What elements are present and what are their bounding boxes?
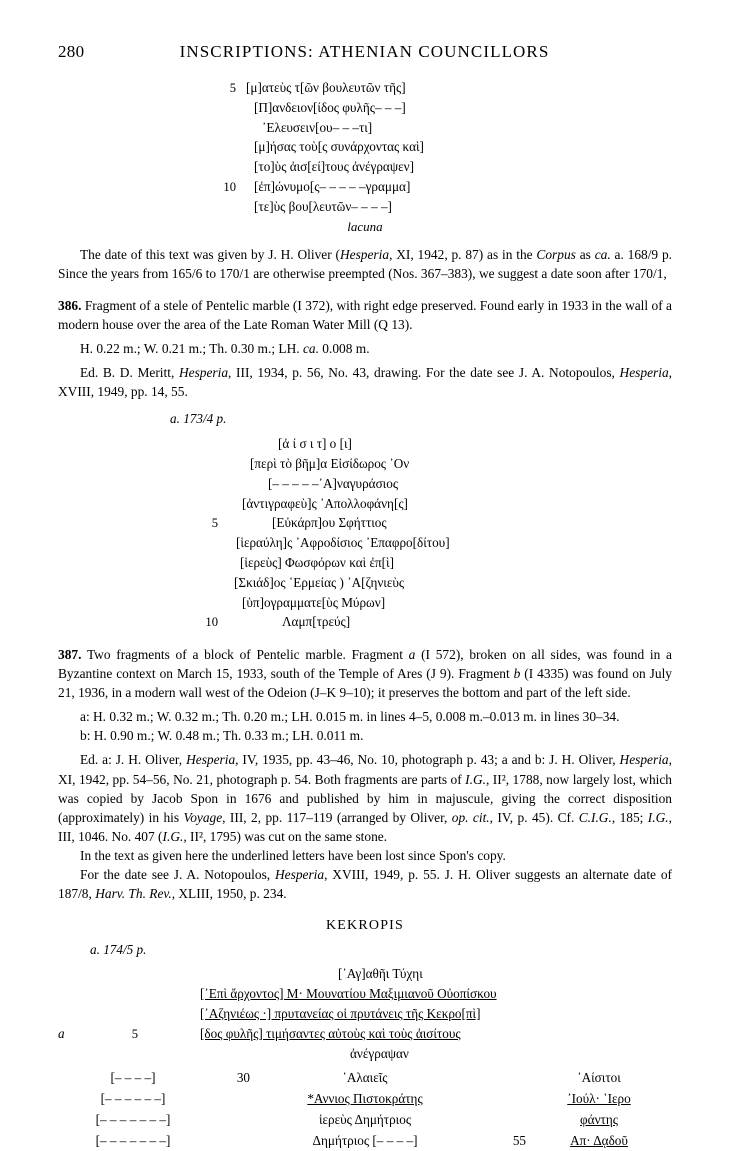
greek-line bbox=[58, 513, 672, 533]
line-number: 5 bbox=[211, 516, 218, 531]
entry-387-note-1: In the text as given here the underlined letters have been lost since Spon's copy. bbox=[80, 847, 506, 863]
line-text: [δος φυλῆς] τιμήσαντες αὐτοὺς καὶ τοὺς ἀισίτους bbox=[200, 1025, 461, 1041]
line-text: [᾽Επὶ ἄρχοντος] Μ· Μουνατίου Μαξιμιανοῦ Οὐοπίσκου bbox=[200, 986, 497, 1002]
greek-line bbox=[58, 118, 672, 138]
page-body bbox=[58, 78, 672, 1151]
cell-middle: Δημήτριος [– – – –] bbox=[312, 1132, 418, 1148]
entry-386-edition: Ed. B. D. Meritt, Hesperia, III, 1934, p. 56, No. 43, drawing. For the date see J. A. Notopoulos, Hesperia, XVIII, 1949, pp. 14, 55. bbox=[58, 365, 672, 400]
commentary-385: The date of this text was given by J. H. Oliver (Hesperia, XI, 1942, p. 87) as in the Corpus as ca. a. 168/9 p. Since the years from 165/6 to 170/1 are otherwise preempted (Nos. 367–383), we suggest a date soon after 170/1, bbox=[58, 247, 672, 282]
fragment-marker-a: a bbox=[58, 1025, 65, 1041]
line-text: [ὑπ]ογραμματε[ὺς Μύρων] bbox=[242, 594, 386, 610]
cell-line-number bbox=[208, 1089, 250, 1110]
greek-line bbox=[58, 1044, 672, 1064]
cell-middle: ῾Αλαιεῖς bbox=[342, 1070, 388, 1086]
entry-386-date: a. 173/4 p. bbox=[170, 411, 227, 427]
greek-line bbox=[58, 573, 672, 593]
line-text: [ἱεραύλη]ς ᾽Αφροδίσιος ᾽Επαφρο[δίτου] bbox=[236, 535, 450, 551]
line-text: [μ]ήσας τοὺ[ς συνάρχοντας καὶ] bbox=[254, 139, 424, 155]
cell-right: ᾽Ιούλ· ῾Ιερο bbox=[567, 1091, 631, 1107]
entry-387-measurements-b: b: H. 0.90 m.; W. 0.48 m.; Th. 0.33 m.; LH. 0.011 m. bbox=[80, 728, 364, 744]
greek-line bbox=[58, 137, 672, 157]
line-number: 10 bbox=[223, 180, 236, 195]
entry-386-measurements: H. 0.22 m.; W. 0.21 m.; Th. 0.30 m.; LH. ca. 0.008 m. bbox=[80, 341, 370, 357]
line-text: [Π]ανδειον[ίδος φυλῆς– – –] bbox=[254, 99, 406, 115]
entry-387-note-2: For the date see J. A. Notopoulos, Hesperia, XVIII, 1949, p. 55. J. H. Oliver suggests an alternate date of 187/8, Harv. Th. Rev., XLIII, 1950, p. 234. bbox=[58, 866, 672, 901]
line-text: [᾽Αζηνιέως ·] πρυτανείας οἱ πρυτάνεις τῆς Κεκρο[πὶ] bbox=[200, 1005, 481, 1021]
table-row bbox=[58, 1110, 672, 1131]
greek-line bbox=[58, 474, 672, 494]
greek-line bbox=[58, 553, 672, 573]
cell-left: [– – – – – –] bbox=[100, 1091, 166, 1107]
line-text: [τε]ὺς βου[λευτῶν– – – –] bbox=[254, 198, 392, 214]
cell-right: Απ· Δᾳδοῦ bbox=[570, 1132, 628, 1148]
greek-line bbox=[58, 533, 672, 553]
cell-right: ᾽Αίσιτοι bbox=[577, 1070, 621, 1086]
entry-number-386: 386. bbox=[58, 298, 82, 314]
greek-line bbox=[58, 177, 672, 197]
running-head: INSCRIPTIONS: ATHENIAN COUNCILLORS bbox=[179, 42, 550, 61]
entry-387-date: a. 174/5 p. bbox=[90, 941, 147, 957]
line-text: [Εὐκάρπ]ου Σφήττιος bbox=[272, 515, 387, 531]
line-text: [ἐπ]ώνυμο[ς– – – – –γραμμα] bbox=[254, 179, 411, 195]
line-text: [ἀντιγραφεὺ]ς ᾽Απολλοφάνη[ς] bbox=[242, 495, 408, 511]
cell-line-number-2 bbox=[480, 1110, 526, 1131]
line-text: ᾽Ελευσειν[ου– – –τι] bbox=[262, 119, 373, 135]
line-number: 10 bbox=[205, 615, 218, 630]
greek-line bbox=[58, 157, 672, 177]
cell-line-number: 30 bbox=[236, 1070, 250, 1086]
greek-line bbox=[58, 593, 672, 613]
greek-line bbox=[58, 494, 672, 514]
greek-line bbox=[58, 98, 672, 118]
name-list-table bbox=[58, 1068, 672, 1151]
line-text: [μ]ατεὺς τ[ῶν βουλευτῶν τῆς] bbox=[246, 80, 406, 95]
cell-line-number bbox=[208, 1110, 250, 1131]
page-number: 280 bbox=[58, 42, 85, 61]
cell-line-number-2 bbox=[480, 1089, 526, 1110]
lacuna-marker: lacuna bbox=[347, 218, 383, 234]
entry-387-edition: Ed. a: J. H. Oliver, Hesperia, IV, 1935, pp. 43–46, No. 10, photograph p. 43; a and b: J. H. Oliver, Hesperia, XI, 1942, pp. 54–56, No. 21, photograph p. 54. Both fragments are parts of I.G., II², 1788, now largely lost, which was copied by Jacob Spon in 1676 and published by him in majuscule, giving the correct disposition (approximately) in his Voyage, III, 2, pp. 117–119 (arranged by Oliver, op. cit., IV, p. 45). Cf. C.I.G., 185; I.G., III, 1046. No. 407 (I.G., II², 1795) was cut on the same stone. bbox=[58, 752, 673, 844]
line-text: [περὶ τὸ βῆμ]α Εἰσίδωρος ᾽Ον bbox=[250, 455, 410, 471]
entry-number-387: 387. bbox=[58, 647, 82, 663]
line-number: 5 bbox=[229, 81, 236, 95]
cell-line-number-2: 55 bbox=[512, 1132, 526, 1148]
page-header bbox=[0, 42, 729, 66]
table-row bbox=[58, 1131, 672, 1151]
line-text: [το]ὺς ἀισ[εί]τους ἀνέγραψεν] bbox=[254, 159, 414, 175]
line-text: [᾽Αγ]αθῆι Τύχηι bbox=[338, 966, 423, 982]
table-row bbox=[58, 1089, 672, 1110]
greek-line bbox=[58, 1024, 672, 1044]
cell-middle: *Αννιος Πιστοκράτης bbox=[307, 1091, 423, 1107]
greek-line bbox=[58, 984, 672, 1004]
greek-line bbox=[58, 197, 672, 217]
greek-line bbox=[58, 612, 672, 632]
entry-387-description bbox=[58, 645, 672, 702]
entry-386-description bbox=[58, 296, 672, 334]
table-row bbox=[58, 1068, 672, 1089]
entry-387-text: Two fragments of a block of Pentelic marble. Fragment a (I 572), broken on all sides, was found in a Byzantine context on March 15, 1933, south of the Temple of Ares (J 9). Fragment b (I 4335) was found on July 21, 1936, in a modern wall west of the Odeion (J–K 9–10); it preserves the bottom and part of the left side. bbox=[58, 647, 672, 701]
inscription-386-lines bbox=[58, 434, 672, 632]
inscription-387-lines bbox=[58, 964, 672, 1063]
greek-line bbox=[58, 1004, 672, 1024]
line-text: [Σκιάδ]ος ῾Ερμείας ) ᾽Α[ζηνιεὺς bbox=[234, 574, 405, 590]
line-text: [ἀ ί σ ι τ] ο [ι] bbox=[278, 436, 352, 452]
cell-left: [– – – –] bbox=[110, 1070, 156, 1086]
cell-line-number bbox=[208, 1131, 250, 1151]
cell-left: [– – – – – – –] bbox=[95, 1132, 171, 1148]
entry-386-text: Fragment of a stele of Pentelic marble (I 372), with right edge preserved. Found early in 1933 in the wall of a modern house over the area of the Late Roman Water Mill (Q 13). bbox=[58, 298, 672, 333]
greek-line bbox=[58, 454, 672, 474]
line-text: [– – – – –᾽Α]ναγυράσιος bbox=[268, 475, 399, 491]
tribe-heading: KEKROPIS bbox=[325, 917, 405, 933]
entry-387-measurements-a: a: H. 0.32 m.; W. 0.32 m.; Th. 0.20 m.; LH. 0.015 m. in lines 4–5, 0.008 m.–0.013 m. in lines 30–34. bbox=[80, 709, 620, 725]
greek-line bbox=[58, 964, 672, 984]
cell-right: φάντης bbox=[580, 1111, 618, 1127]
line-text: Λαμπ[τρεύς] bbox=[282, 614, 351, 630]
cell-left: [– – – – – – –] bbox=[95, 1111, 171, 1127]
line-text: [ἱερεὺς] Φωσφόρων καὶ ἐπ[ὶ] bbox=[240, 555, 395, 571]
greek-line bbox=[58, 434, 672, 454]
line-number: 5 bbox=[131, 1026, 138, 1041]
cell-middle: ἱερεὺς Δημήτριος bbox=[318, 1111, 412, 1127]
inscription-385-lines bbox=[58, 78, 672, 217]
greek-line bbox=[58, 78, 672, 98]
line-text: ἀνέγραψαν bbox=[350, 1045, 409, 1061]
cell-line-number-2 bbox=[480, 1068, 526, 1089]
